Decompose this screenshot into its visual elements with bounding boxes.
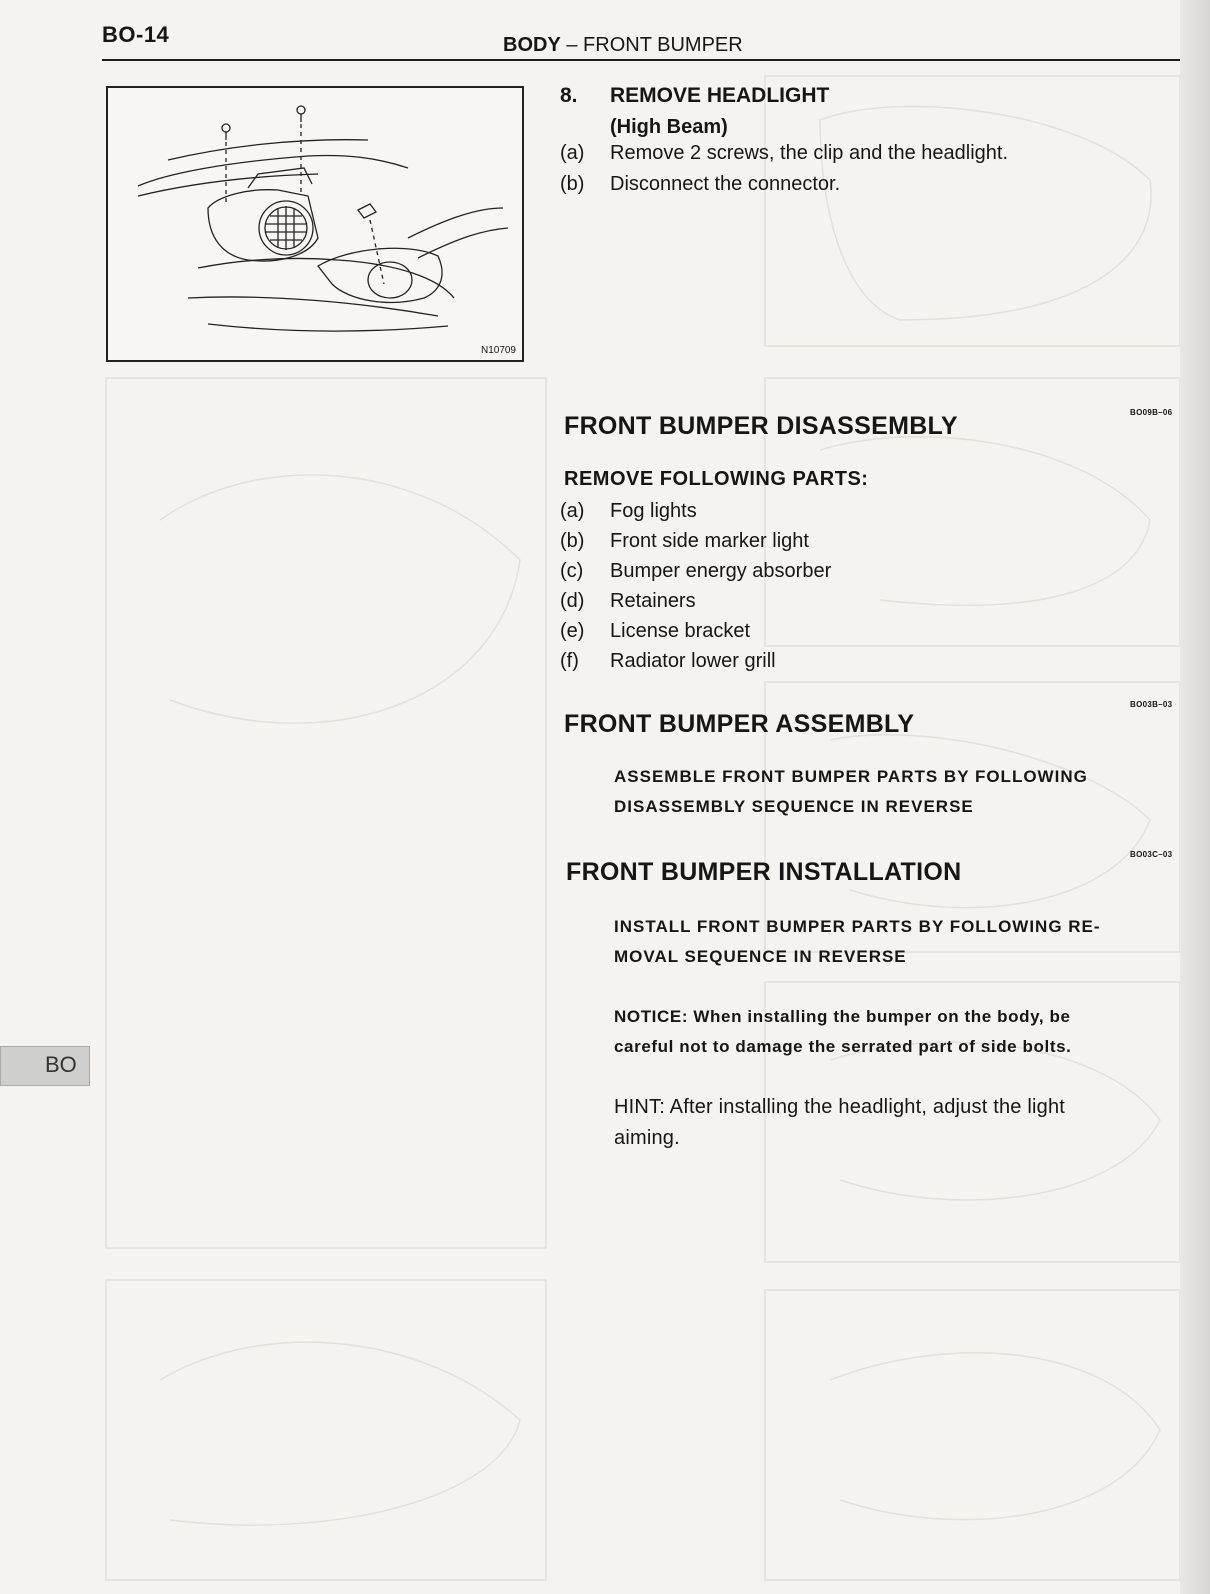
step-item	[560, 142, 1160, 170]
section-title-installation: FRONT BUMPER INSTALLATION	[566, 858, 962, 886]
notice-line: NOTICE: When installing the bumper on the body, be	[614, 1007, 1071, 1026]
parts-item-label: (e)	[560, 620, 585, 642]
parts-list-item	[560, 650, 1160, 678]
parts-item-text: Front side marker light	[610, 530, 809, 552]
parts-list-item	[560, 620, 1160, 648]
assembly-instruction-line: DISASSEMBLY SEQUENCE IN REVERSE	[614, 797, 974, 816]
parts-list-item	[560, 560, 1160, 588]
parts-list-item	[560, 500, 1160, 528]
parts-item-text: Radiator lower grill	[610, 650, 776, 672]
page-edge-shadow	[1180, 0, 1210, 1594]
step-subtitle: (High Beam)	[610, 116, 728, 138]
parts-item-label: (c)	[560, 560, 584, 582]
parts-item-label: (b)	[560, 530, 585, 552]
section-side-tab	[0, 1046, 90, 1086]
step-item-label: (b)	[560, 173, 585, 195]
section-title-disassembly: FRONT BUMPER DISASSEMBLY	[564, 412, 958, 440]
parts-item-label: (f)	[560, 650, 579, 672]
parts-item-label: (d)	[560, 590, 585, 612]
headlight-removal-illustration-icon	[108, 88, 518, 356]
step-item-text: Disconnect the connector.	[610, 173, 841, 195]
header-title: FRONT BUMPER	[583, 34, 743, 56]
assembly-instruction-line: ASSEMBLE FRONT BUMPER PARTS BY FOLLOWING	[614, 767, 1088, 786]
hint-line: HINT: After installing the headlight, adjust the light	[614, 1096, 1066, 1118]
page-number: BO-14	[102, 22, 170, 47]
step-item	[560, 173, 1160, 201]
disassembly-subheading: REMOVE FOLLOWING PARTS:	[564, 468, 869, 490]
parts-item-text: Retainers	[610, 590, 696, 612]
step-title: REMOVE HEADLIGHT	[610, 84, 830, 107]
parts-item-text: License bracket	[610, 620, 751, 642]
installation-instruction-line: MOVAL SEQUENCE IN REVERSE	[614, 947, 907, 966]
hint-line: aiming.	[614, 1127, 680, 1149]
parts-list-item	[560, 530, 1160, 558]
parts-item-label: (a)	[560, 500, 585, 522]
parts-item-text: Fog lights	[610, 500, 697, 522]
section-code: BO03B–03	[1130, 700, 1173, 709]
step-item-text: Remove 2 screws, the clip and the headlight.	[610, 142, 1008, 164]
header-section: BODY	[503, 34, 561, 56]
figure-code: N10709	[480, 345, 516, 356]
header-dash: –	[566, 34, 578, 56]
parts-item-text: Bumper energy absorber	[610, 560, 832, 582]
side-tab-label: BO	[45, 1052, 77, 1077]
section-code: BO09B–06	[1130, 408, 1173, 417]
step-item-label: (a)	[560, 142, 585, 164]
headlight-figure	[106, 86, 524, 362]
installation-instruction-line: INSTALL FRONT BUMPER PARTS BY FOLLOWING RE-	[614, 917, 1101, 936]
step-number: 8.	[560, 84, 578, 107]
section-title-assembly: FRONT BUMPER ASSEMBLY	[564, 710, 915, 738]
parts-list-item	[560, 590, 1160, 618]
section-code: BO03C–03	[1130, 850, 1173, 859]
notice-line: careful not to damage the serrated part of side bolts.	[614, 1037, 1072, 1056]
